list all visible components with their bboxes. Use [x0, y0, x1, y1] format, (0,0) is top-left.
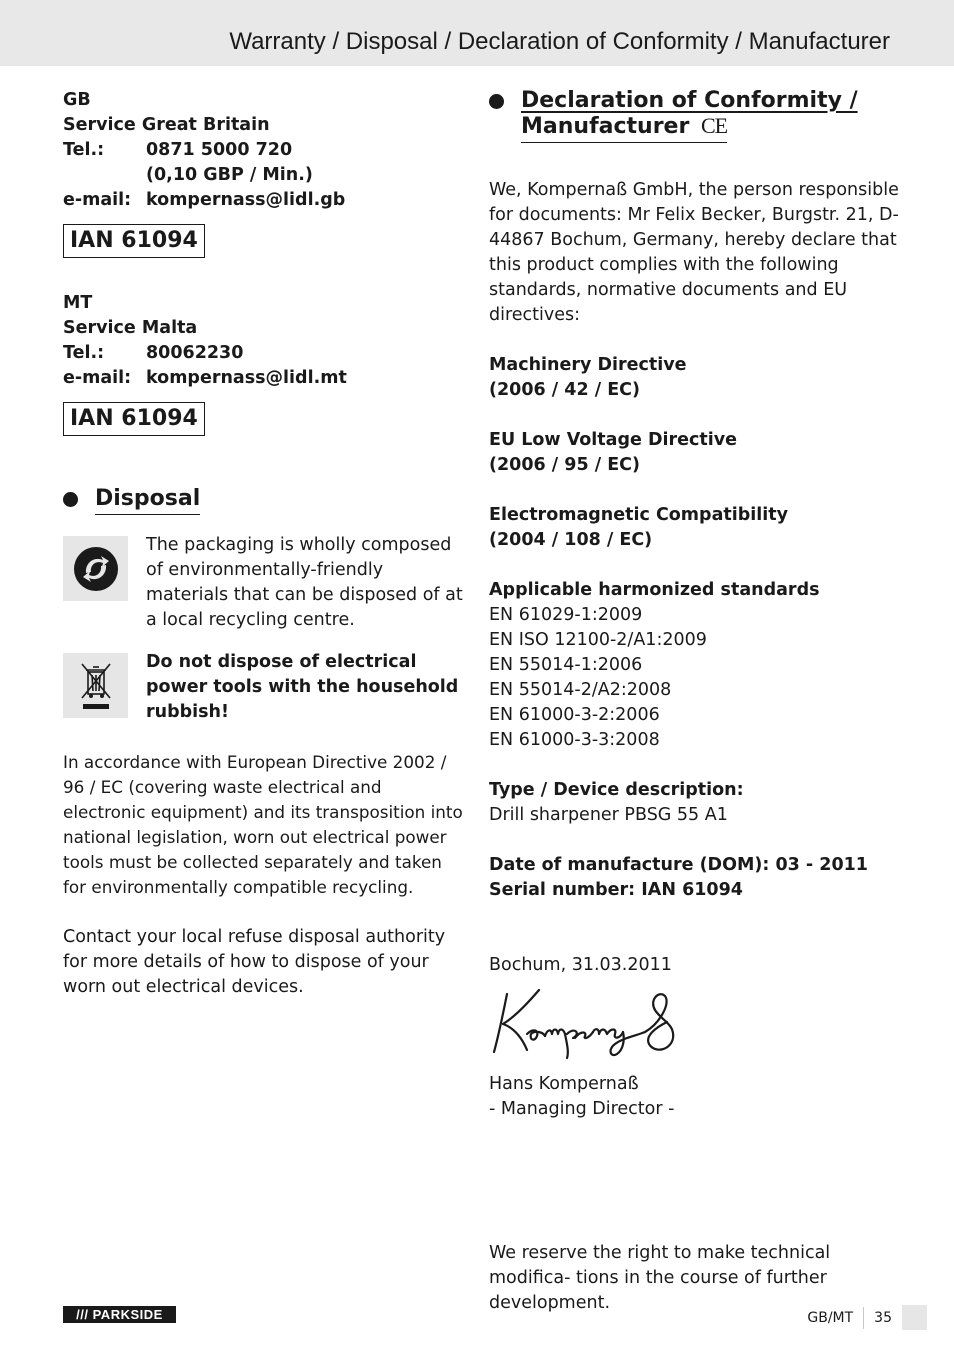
serial-number: Serial number: IAN 61094 [489, 880, 743, 900]
service-mt-email: kompernass@lidl.mt [146, 368, 347, 388]
service-gb-tel-note-row [63, 163, 463, 188]
bullet-icon [63, 492, 78, 507]
recycling-icon [63, 536, 128, 601]
email-label: e-mail: [63, 190, 132, 210]
signatory-name: Hans Kompernaß [489, 1074, 639, 1094]
service-gb-tel-note: (0,10 GBP / Min.) [146, 165, 313, 185]
service-gb-email-row [63, 188, 463, 213]
directive-machinery [489, 353, 899, 403]
crossed-bin-icon [63, 653, 128, 718]
service-gb-email: kompernass@lidl.gb [146, 190, 346, 210]
signatory [489, 1072, 899, 1122]
right-column [489, 88, 899, 1122]
standard-item: EN 61000-3-2:2006 [489, 705, 660, 725]
page-number: 35 [874, 1310, 892, 1326]
weee-row [63, 650, 463, 725]
service-mt-email-row [63, 366, 463, 391]
email-label: e-mail: [63, 368, 132, 388]
footer-region: GB/MT [807, 1310, 854, 1326]
packaging-text: The packaging is wholly composed of environmentally-friendly materials that can be disposed of at a local recycling centre. [146, 535, 463, 630]
service-gb [63, 88, 463, 213]
declaration-intro: We, Kompernaß GmbH, the person responsible for documents: Mr Felix Becker, Burgstr. 21, D-44867 Bochum, Germany, hereby declare that this product complies with the following standards, normative documents and EU directives: [489, 180, 899, 325]
directive-text: In accordance with European Directive 2002 / 96 / EC (covering waste electrical and electronic equipment) and its transposition into national legislation, worn out electrical power tools must be collected separately and taken for environmentally compatible recycling. [63, 752, 463, 897]
directive-name: Electromagnetic Compatibility [489, 505, 789, 525]
tel-label: Tel.: [63, 343, 105, 363]
directive-name: EU Low Voltage Directive [489, 430, 737, 450]
standard-item: EN 61029-1:2009 [489, 605, 643, 625]
packaging-row [63, 533, 463, 633]
footer-square [902, 1305, 927, 1330]
standard-item: EN 55014-2/A2:2008 [489, 680, 672, 700]
standard-item: EN 61000-3-3:2008 [489, 730, 660, 750]
place-date: Bochum, 31.03.2011 [489, 955, 672, 975]
signature-image [489, 984, 689, 1062]
disposal-heading-text: Disposal [95, 486, 200, 515]
standard-item: EN ISO 12100-2/A1:2009 [489, 630, 707, 650]
contact-text: Contact your local refuse disposal authority for more details of how to dispose of your worn out electrical devices. [63, 927, 446, 997]
standard-item: EN 55014-1:2006 [489, 655, 643, 675]
declaration-heading-line2-wrap [521, 113, 727, 143]
signatory-title: - Managing Director - [489, 1099, 675, 1119]
disposal-heading [63, 486, 463, 515]
date-of-manufacture: Date of manufacture (DOM): 03 - 2011 [489, 855, 868, 875]
directive-name: Machinery Directive [489, 355, 687, 375]
manufacture-info [489, 853, 899, 903]
service-gb-country: GB [63, 90, 91, 110]
type-heading: Type / Device description: [489, 780, 744, 800]
page-title: Warranty / Disposal / Declaration of Conformity / Manufacturer [229, 28, 890, 55]
type-value: Drill sharpener PBSG 55 A1 [489, 805, 728, 825]
spacer [63, 163, 146, 188]
tel-label: Tel.: [63, 140, 105, 160]
service-gb-tel-row [63, 138, 463, 163]
left-column [63, 88, 463, 1000]
service-gb-name: Service Great Britain [63, 115, 270, 135]
standards-list [489, 578, 899, 753]
directive-code: (2006 / 95 / EC) [489, 455, 641, 475]
declaration-heading [489, 88, 899, 143]
footer-divider [863, 1307, 864, 1329]
declaration-heading-line1: Declaration of Conformity / [521, 88, 858, 113]
declaration-heading-line2: Manufacturer [521, 114, 690, 139]
technical-modification-note: We reserve the right to make technical modifica- tions in the course of further development. [489, 1243, 831, 1313]
service-mt-tel: 80062230 [146, 343, 244, 363]
directive-emc [489, 503, 899, 553]
directive-low-voltage [489, 428, 899, 478]
service-gb-tel: 0871 5000 720 [146, 140, 293, 160]
service-mt-country: MT [63, 293, 93, 313]
ce-mark: CE [701, 113, 728, 138]
page-footer [807, 1307, 892, 1329]
service-mt-tel-row [63, 341, 463, 366]
bullet-icon [489, 94, 504, 109]
ian-box-mt: IAN 61094 [63, 402, 205, 436]
service-mt-name: Service Malta [63, 318, 198, 338]
type-description [489, 778, 899, 828]
directive-code: (2004 / 108 / EC) [489, 530, 653, 550]
ian-box-gb: IAN 61094 [63, 224, 205, 258]
parkside-logo: /// PARKSIDE [63, 1306, 176, 1323]
directive-code: (2006 / 42 / EC) [489, 380, 641, 400]
service-mt [63, 291, 463, 391]
weee-warning-text: Do not dispose of electrical power tools with the household rubbish! [146, 652, 459, 722]
standards-heading: Applicable harmonized standards [489, 580, 820, 600]
